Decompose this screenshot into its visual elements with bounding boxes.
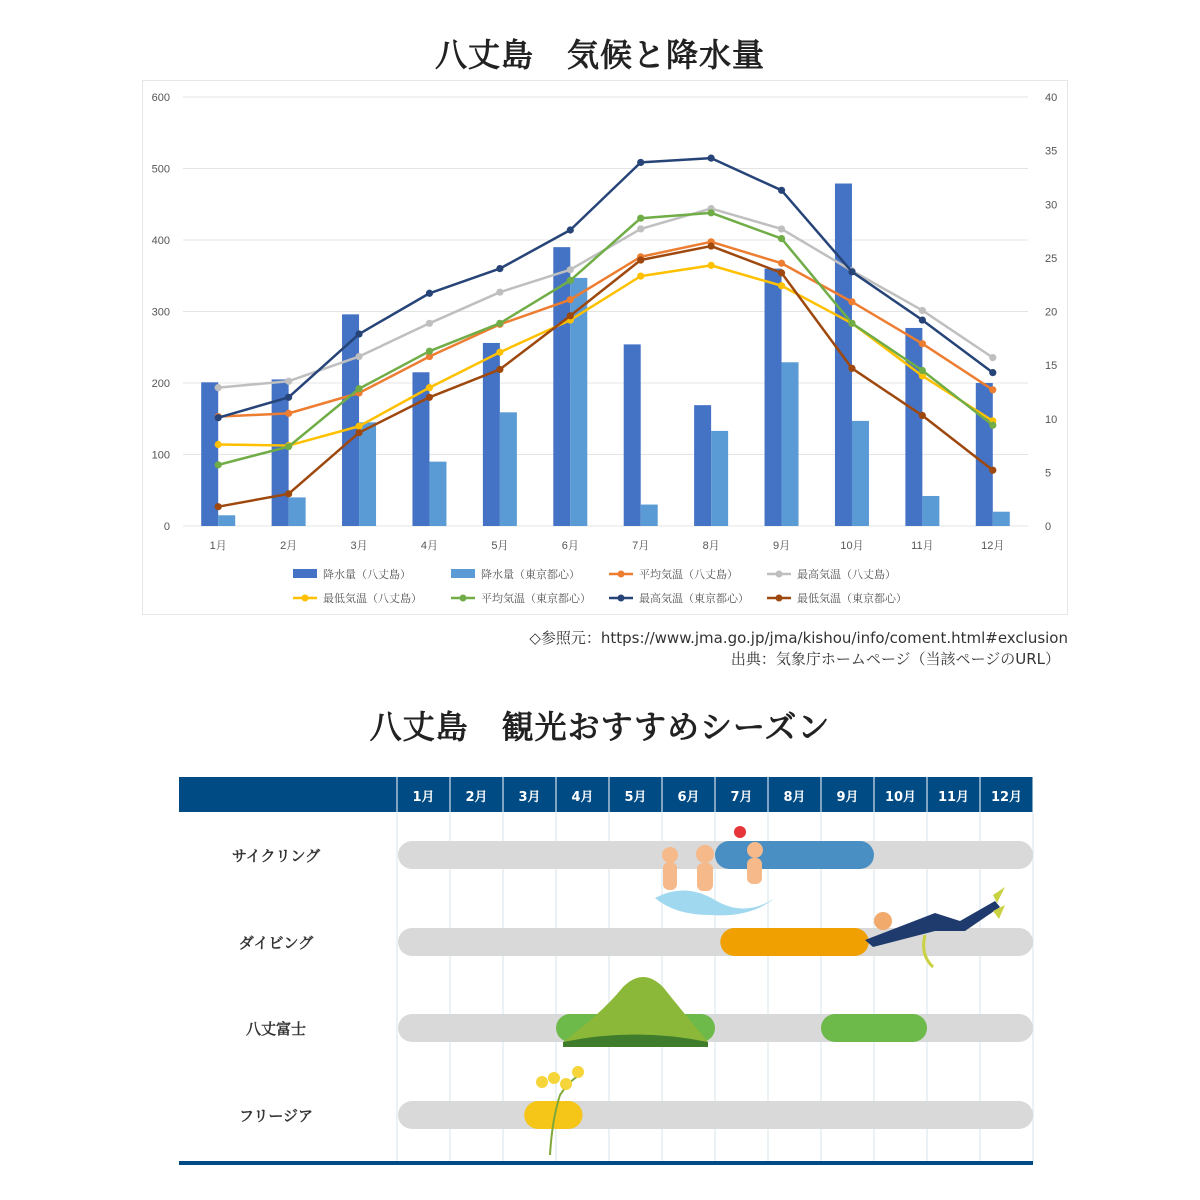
mountain-icon — [563, 977, 708, 1047]
y-right-tick-label: 0 — [1045, 521, 1052, 533]
data-point — [567, 277, 574, 284]
bar — [429, 462, 446, 526]
series-line — [218, 213, 993, 465]
legend-label: 降水量（東京都心） — [481, 568, 580, 581]
data-point — [426, 348, 433, 355]
legend-swatch-marker — [460, 595, 467, 602]
data-point — [919, 340, 926, 347]
y-left-tick-label: 0 — [163, 521, 170, 533]
diver-head — [874, 912, 892, 930]
bar — [852, 421, 869, 526]
data-point — [285, 490, 292, 497]
data-point — [567, 296, 574, 303]
month-header: 10月 — [884, 790, 917, 805]
y-right-tick-label: 20 — [1045, 306, 1058, 319]
data-point — [355, 423, 362, 430]
legend-swatch-marker — [776, 595, 783, 602]
bar — [694, 405, 711, 526]
legend-label: 最高気温（八丈島） — [797, 568, 896, 581]
legend-swatch — [451, 569, 475, 578]
month-header: 3月 — [518, 790, 541, 805]
data-point — [708, 242, 715, 249]
bar — [905, 328, 922, 526]
flower-bloom — [572, 1066, 584, 1078]
source-reference: ◇参照元：https://www.jma.go.jp/jma/kishou/info/coment.html#exclusion — [529, 629, 1068, 647]
month-header: 8月 — [783, 790, 806, 805]
legend-label: 最低気温（八丈島） — [323, 592, 422, 605]
bar — [624, 344, 641, 526]
x-tick-label: 11月 — [911, 540, 934, 552]
track-bar — [398, 1014, 1033, 1042]
bar — [641, 505, 658, 526]
data-point — [989, 467, 996, 474]
series-line — [218, 242, 993, 417]
y-right-tick-label: 15 — [1045, 360, 1058, 373]
y-left-tick-label: 100 — [151, 449, 170, 462]
x-tick-label: 3月 — [350, 540, 368, 552]
data-point — [567, 266, 574, 273]
swimmer-head — [747, 842, 763, 858]
data-point — [637, 225, 644, 232]
swimmer-head — [662, 847, 678, 863]
y-right-tick-label: 5 — [1045, 467, 1052, 480]
data-point — [778, 187, 785, 194]
x-tick-label: 12月 — [981, 540, 1005, 552]
bar — [993, 512, 1010, 526]
swimmer-head — [696, 845, 714, 863]
swimmer-body — [747, 858, 762, 884]
beach-ball — [734, 826, 746, 838]
data-point — [496, 289, 503, 296]
legend-label: 最高気温（東京都心） — [639, 592, 749, 605]
data-point — [919, 316, 926, 323]
data-point — [496, 366, 503, 373]
climate-chart — [143, 81, 1069, 616]
bar — [922, 496, 939, 526]
data-point — [567, 226, 574, 233]
x-tick-label: 7月 — [632, 540, 650, 552]
data-point — [496, 265, 503, 272]
data-point — [567, 312, 574, 319]
data-point — [848, 298, 855, 305]
legend-label: 平均気温（東京都心） — [481, 592, 591, 605]
data-point — [215, 414, 222, 421]
track-bar — [398, 928, 1033, 956]
data-point — [355, 385, 362, 392]
bar — [782, 362, 799, 526]
legend-swatch-marker — [776, 571, 783, 578]
bar — [711, 431, 728, 526]
data-point — [426, 394, 433, 401]
y-left-tick-label: 400 — [151, 235, 170, 247]
data-point — [285, 378, 292, 385]
data-point — [848, 320, 855, 327]
month-header: 4月 — [571, 790, 594, 805]
data-point — [708, 262, 715, 269]
data-point — [637, 256, 644, 263]
data-point — [919, 412, 926, 419]
track-bar — [398, 1101, 1033, 1129]
month-header: 9月 — [836, 790, 859, 805]
x-tick-label: 9月 — [772, 540, 791, 552]
x-tick-label: 1月 — [209, 540, 227, 552]
swimmer-body — [697, 863, 713, 891]
flower-bloom — [536, 1076, 548, 1088]
data-point — [355, 353, 362, 360]
data-point — [919, 367, 926, 374]
y-right-tick-label: 35 — [1045, 145, 1058, 158]
bar — [289, 497, 306, 526]
data-point — [496, 320, 503, 327]
data-point — [778, 260, 785, 267]
data-point — [215, 384, 222, 391]
month-header: 1月 — [412, 790, 435, 805]
y-left-tick-label: 300 — [151, 306, 170, 319]
data-point — [778, 269, 785, 276]
x-tick-label: 2月 — [280, 540, 298, 552]
legend-label: 最低気温（東京都心） — [797, 592, 907, 605]
bar — [500, 412, 517, 526]
data-point — [778, 225, 785, 232]
x-tick-label: 8月 — [702, 540, 720, 552]
bar — [218, 515, 235, 526]
month-header: 2月 — [465, 790, 488, 805]
swimmer-body — [663, 862, 677, 890]
data-point — [848, 365, 855, 372]
data-point — [989, 422, 996, 429]
row-label: フリージア — [238, 1107, 314, 1125]
row-label: 八丈富士 — [245, 1020, 307, 1038]
chart-title: 八丈島 気候と降水量 — [434, 36, 765, 74]
source-credit: 出典：気象庁ホームページ（当該ページのURL） — [730, 650, 1060, 668]
data-point — [989, 354, 996, 361]
data-point — [989, 369, 996, 376]
y-left-tick-label: 500 — [151, 163, 170, 176]
y-left-tick-label: 600 — [151, 92, 170, 104]
data-point — [708, 209, 715, 216]
bar — [765, 269, 782, 526]
y-right-tick-label: 30 — [1045, 199, 1058, 212]
season-bar — [715, 841, 874, 869]
bar — [976, 383, 993, 526]
x-tick-label: 6月 — [561, 540, 579, 552]
data-point — [778, 282, 785, 289]
data-point — [708, 155, 715, 162]
y-right-tick-label: 10 — [1045, 413, 1058, 426]
season-bar — [720, 928, 868, 956]
x-tick-label: 10月 — [840, 540, 864, 552]
data-point — [848, 268, 855, 275]
data-point — [285, 443, 292, 450]
month-header: 5月 — [624, 790, 647, 805]
legend-swatch — [293, 569, 317, 578]
data-point — [637, 159, 644, 166]
data-point — [285, 394, 292, 401]
data-point — [426, 290, 433, 297]
data-point — [215, 441, 222, 448]
data-point — [426, 384, 433, 391]
y-left-tick-label: 200 — [151, 378, 170, 390]
legend-label: 降水量（八丈島） — [323, 568, 411, 581]
flower-bloom — [548, 1072, 560, 1084]
data-point — [215, 461, 222, 468]
data-point — [989, 386, 996, 393]
legend-swatch-marker — [618, 595, 625, 602]
flower-bloom — [560, 1078, 572, 1090]
data-point — [285, 410, 292, 417]
y-right-tick-label: 40 — [1045, 92, 1058, 104]
row-label: ダイビング — [238, 934, 314, 952]
data-point — [637, 215, 644, 222]
data-point — [778, 235, 785, 242]
season-title: 八丈島 観光おすすめシーズン — [369, 708, 831, 746]
month-header: 11月 — [937, 790, 970, 805]
data-point — [637, 273, 644, 280]
chart-frame — [142, 80, 1068, 615]
data-point — [919, 307, 926, 314]
data-point — [215, 503, 222, 510]
data-point — [496, 349, 503, 356]
legend-swatch-marker — [618, 571, 625, 578]
data-point — [355, 330, 362, 337]
x-tick-label: 5月 — [491, 540, 509, 552]
season-table — [0, 760, 1200, 1180]
y-right-tick-label: 25 — [1045, 252, 1058, 265]
bar — [359, 422, 376, 526]
legend-swatch-marker — [302, 595, 309, 602]
month-header: 12月 — [990, 790, 1023, 805]
x-tick-label: 4月 — [420, 540, 439, 552]
data-point — [426, 320, 433, 327]
month-header: 7月 — [730, 790, 753, 805]
season-bar — [821, 1014, 927, 1042]
data-point — [355, 429, 362, 436]
legend-label: 平均気温（八丈島） — [639, 568, 738, 581]
row-label: サイクリング — [231, 847, 321, 865]
month-header: 6月 — [677, 790, 700, 805]
mountain-slope — [563, 977, 708, 1042]
